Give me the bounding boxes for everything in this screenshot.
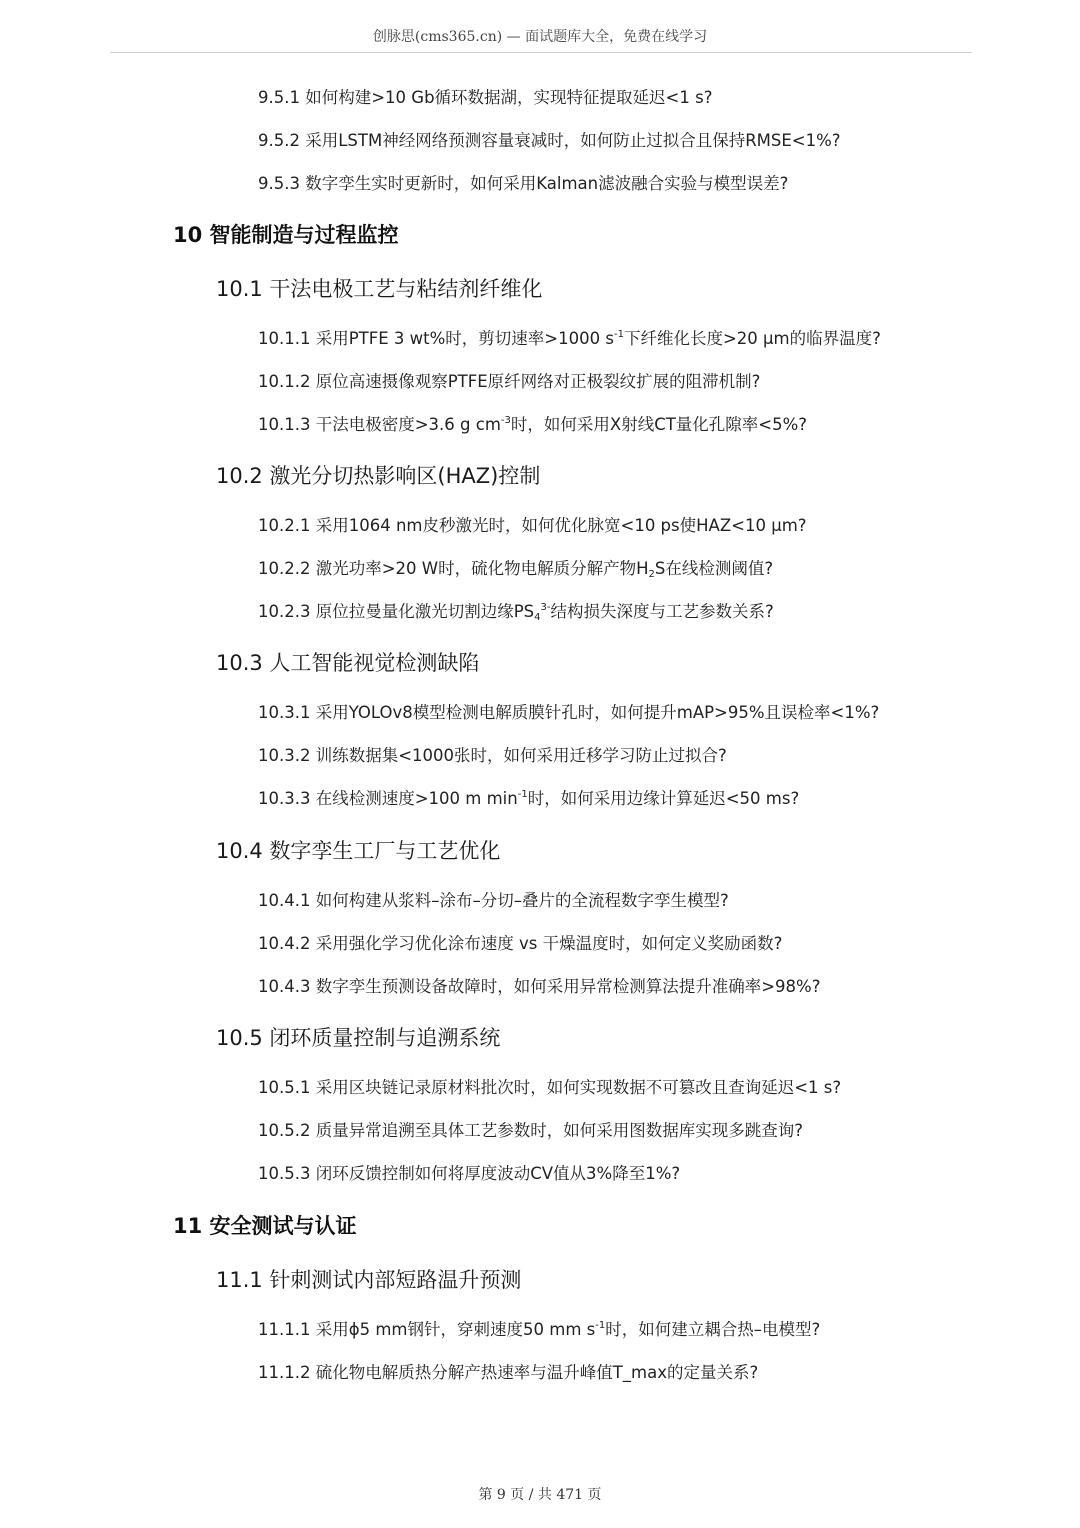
question-11-1-1: 11.1.1 采用ϕ5 mm钢针，穿刺速度50 mm $s^{-1}$时，如何建立耦合热–电模型? (258, 1320, 821, 1339)
question-10-4-2: 10.4.2 采用强化学习优化涂布速度 vs 干燥温度时，如何定义奖励函数? (258, 934, 783, 953)
section-heading-10-1: 10.1 干法电极工艺与粘结剂纤维化 (216, 277, 543, 301)
chapter-heading-10: 10 智能制造与过程监控 (173, 223, 399, 247)
question-10-5-3: 10.5.3 闭环反馈控制如何将厚度波动CV值从3%降至1%? (258, 1164, 681, 1183)
question-10-2-1: 10.2.1 采用1064 nm皮秒激光时，如何优化脉宽<10 ps使HAZ<10 μm? (258, 516, 807, 535)
page-footer: 第 9 页 / 共 471 页 (478, 1487, 602, 1503)
question-10-2-2: 10.2.2 激光功率>20 W时，硫化物电解质分解产物$H_2S$在线检测阈值? (258, 559, 774, 580)
question-10-4-1: 10.4.1 如何构建从浆料–涂布–分切–叠片的全流程数字孪生模型? (258, 891, 729, 910)
question-9-5-3: 9.5.3 数字孪生实时更新时，如何采用Kalman滤波融合实验与模型误差? (258, 174, 789, 193)
question-10-3-1: 10.3.1 采用YOLOv8模型检测电解质膜针孔时，如何提升mAP>95%且误检率<1%? (258, 703, 880, 722)
section-heading-10-5: 10.5 闭环质量控制与追溯系统 (216, 1026, 501, 1050)
question-10-3-2: 10.3.2 训练数据集<1000张时，如何采用迁移学习防止过拟合? (258, 746, 727, 765)
question-10-1-1: 10.1.1 采用PTFE 3 wt%时，剪切速率>1000 $s^{-1}$下纤维化长度>20 μm的临界温度? (258, 329, 881, 348)
section-heading-10-4: 10.4 数字孪生工厂与工艺优化 (216, 839, 501, 863)
question-11-1-2: 11.1.2 硫化物电解质热分解产热速率与温升峰值T_max的定量关系? (258, 1363, 759, 1382)
question-10-5-1: 10.5.1 采用区块链记录原材料批次时，如何实现数据不可篡改且查询延迟<1 s? (258, 1078, 842, 1097)
section-heading-10-3: 10.3 人工智能视觉检测缺陷 (216, 651, 480, 675)
question-10-2-3: 10.2.3 原位拉曼量化激光切割边缘$PS_4^{3-}$结构损失深度与工艺参数关系? (258, 602, 774, 623)
question-10-3-3: 10.3.3 在线检测速度>100 m $\min^{-1}$时，如何采用边缘计算延迟<50 ms? (258, 789, 800, 808)
question-10-4-3: 10.4.3 数字孪生预测设备故障时，如何采用异常检测算法提升准确率>98%? (258, 977, 821, 996)
section-heading-11-1: 11.1 针刺测试内部短路温升预测 (216, 1268, 522, 1292)
header-divider (110, 52, 972, 53)
question-9-5-1: 9.5.1 如何构建>10 Gb循环数据湖，实现特征提取延迟<1 s? (258, 88, 713, 107)
question-10-5-2: 10.5.2 质量异常追溯至具体工艺参数时，如何采用图数据库实现多跳查询? (258, 1121, 803, 1140)
question-10-1-2: 10.1.2 原位高速摄像观察PTFE原纤网络对正极裂纹扩展的阻滞机制? (258, 372, 761, 391)
question-10-1-3: 10.1.3 干法电极密度>3.6 g $cm^{-3}$时，如何采用X射线CT量化孔隙率<5%? (258, 415, 808, 434)
question-9-5-2: 9.5.2 采用LSTM神经网络预测容量衰减时，如何防止过拟合且保持RMSE<1%? (258, 131, 841, 150)
page-header: 创脉思(cms365.cn) — 面试题库大全，免费在线学习 (372, 29, 708, 45)
section-heading-10-2: 10.2 激光分切热影响区(HAZ)控制 (216, 464, 541, 488)
chapter-heading-11: 11 安全测试与认证 (173, 1214, 357, 1238)
